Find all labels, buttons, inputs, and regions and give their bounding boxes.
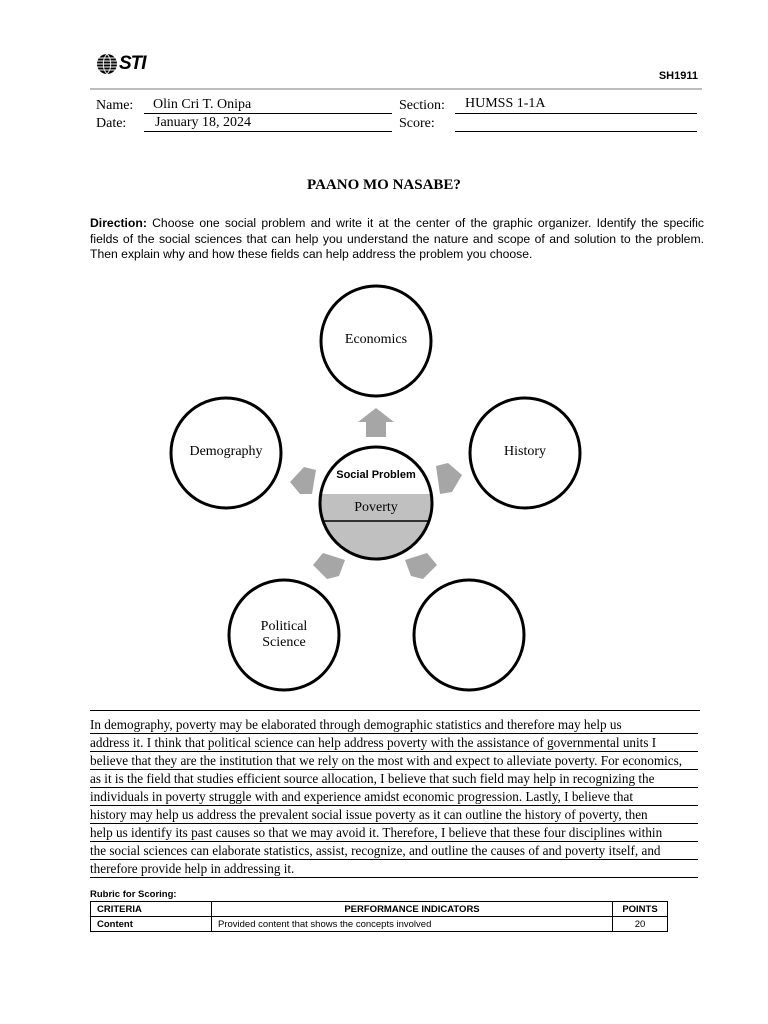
- name-field[interactable]: Olin Cri T. Onipa: [153, 97, 252, 112]
- rubric-header-indicators: PERFORMANCE INDICATORS: [212, 902, 613, 917]
- field-political-line-1: Political: [260, 619, 308, 634]
- document-code: SH1911: [658, 70, 698, 82]
- section-label: Section:: [399, 98, 445, 113]
- arrow-right-icon: [436, 463, 462, 494]
- essay-line: address it. I think that political science can help address poverty with the assistance of governmental units I: [90, 734, 698, 752]
- rubric-table: [90, 901, 668, 932]
- sti-logo: [96, 52, 146, 76]
- logo-text: STI: [119, 53, 146, 74]
- score-label: Score:: [399, 116, 435, 131]
- section-field[interactable]: HUMSS 1-1A: [465, 96, 546, 111]
- arrow-left-icon: [290, 467, 316, 494]
- rubric-indicator-cell: Provided content that shows the concepts involved: [212, 917, 613, 932]
- circle-bottom-right: [414, 580, 524, 690]
- rubric-header-criteria: CRITERIA: [91, 902, 212, 917]
- graphic-organizer: [0, 270, 768, 710]
- field-political-science: [229, 619, 339, 651]
- worksheet-title: PAANO MO NASABE?: [307, 177, 461, 193]
- essay-answer: [90, 716, 710, 878]
- table-row: [91, 917, 668, 932]
- name-label: Name:: [96, 98, 134, 113]
- rubric-header-points: POINTS: [613, 902, 668, 917]
- field-economics: Economics: [344, 332, 408, 347]
- essay-line: In demography, poverty may be elaborated through demographic statistics and therefore may help us: [90, 716, 698, 734]
- section-field-line: [455, 113, 697, 114]
- date-field-line: [144, 131, 392, 132]
- center-value[interactable]: Poverty: [354, 500, 398, 515]
- essay-line: history may help us address the prevalent social issue poverty as it can outline the history of poverty, then: [90, 806, 698, 824]
- essay-line: individuals in poverty struggle with and experience amidst economic progression. Lastly, I believe that: [90, 788, 698, 806]
- rubric-points-cell: 20: [613, 917, 668, 932]
- rubric-criteria-cell: Content: [91, 917, 212, 932]
- direction-label: Direction:: [90, 216, 147, 230]
- name-field-line: [144, 113, 392, 114]
- date-field[interactable]: January 18, 2024: [155, 115, 252, 130]
- direction-body: Choose one social problem and write it at the center of the graphic organizer. Identify the specific fields of the social sciences that can help you understand the nature and scope of and solution to the problem. Then explain why and how these fields can help address the problem you choose.: [90, 216, 704, 261]
- rubric-label: Rubric for Scoring:: [90, 889, 177, 900]
- arrow-down-right-icon: [405, 553, 437, 579]
- arrow-up-icon: [358, 408, 394, 437]
- center-title: Social Problem: [336, 469, 416, 481]
- globe-icon: [96, 53, 118, 75]
- essay-line: as it is the field that studies efficient source allocation, I believe that such field may help in recognizing the: [90, 770, 698, 788]
- rubric-header-row: [91, 902, 668, 917]
- field-demography: Demography: [189, 444, 263, 459]
- essay-top-rule: [90, 710, 700, 711]
- essay-line: the social sciences can elaborate statistics, assist, recognize, and outline the causes of and poverty itself, and: [90, 842, 698, 860]
- date-label: Date:: [96, 116, 127, 131]
- header-divider: [90, 88, 702, 90]
- essay-line: therefore provide help in addressing it.: [90, 860, 698, 878]
- essay-line: believe that they are the institution that we rely on the most with and expect to alleviate poverty. For economics,: [90, 752, 698, 770]
- score-field-line: [455, 131, 697, 132]
- field-political-line-2: Science: [262, 635, 306, 650]
- arrow-down-left-icon: [313, 553, 345, 579]
- field-history: History: [504, 444, 546, 459]
- essay-line: help us identify its past causes so that we may avoid it. Therefore, I believe that these four disciplines within: [90, 824, 698, 842]
- direction-text: [90, 216, 704, 263]
